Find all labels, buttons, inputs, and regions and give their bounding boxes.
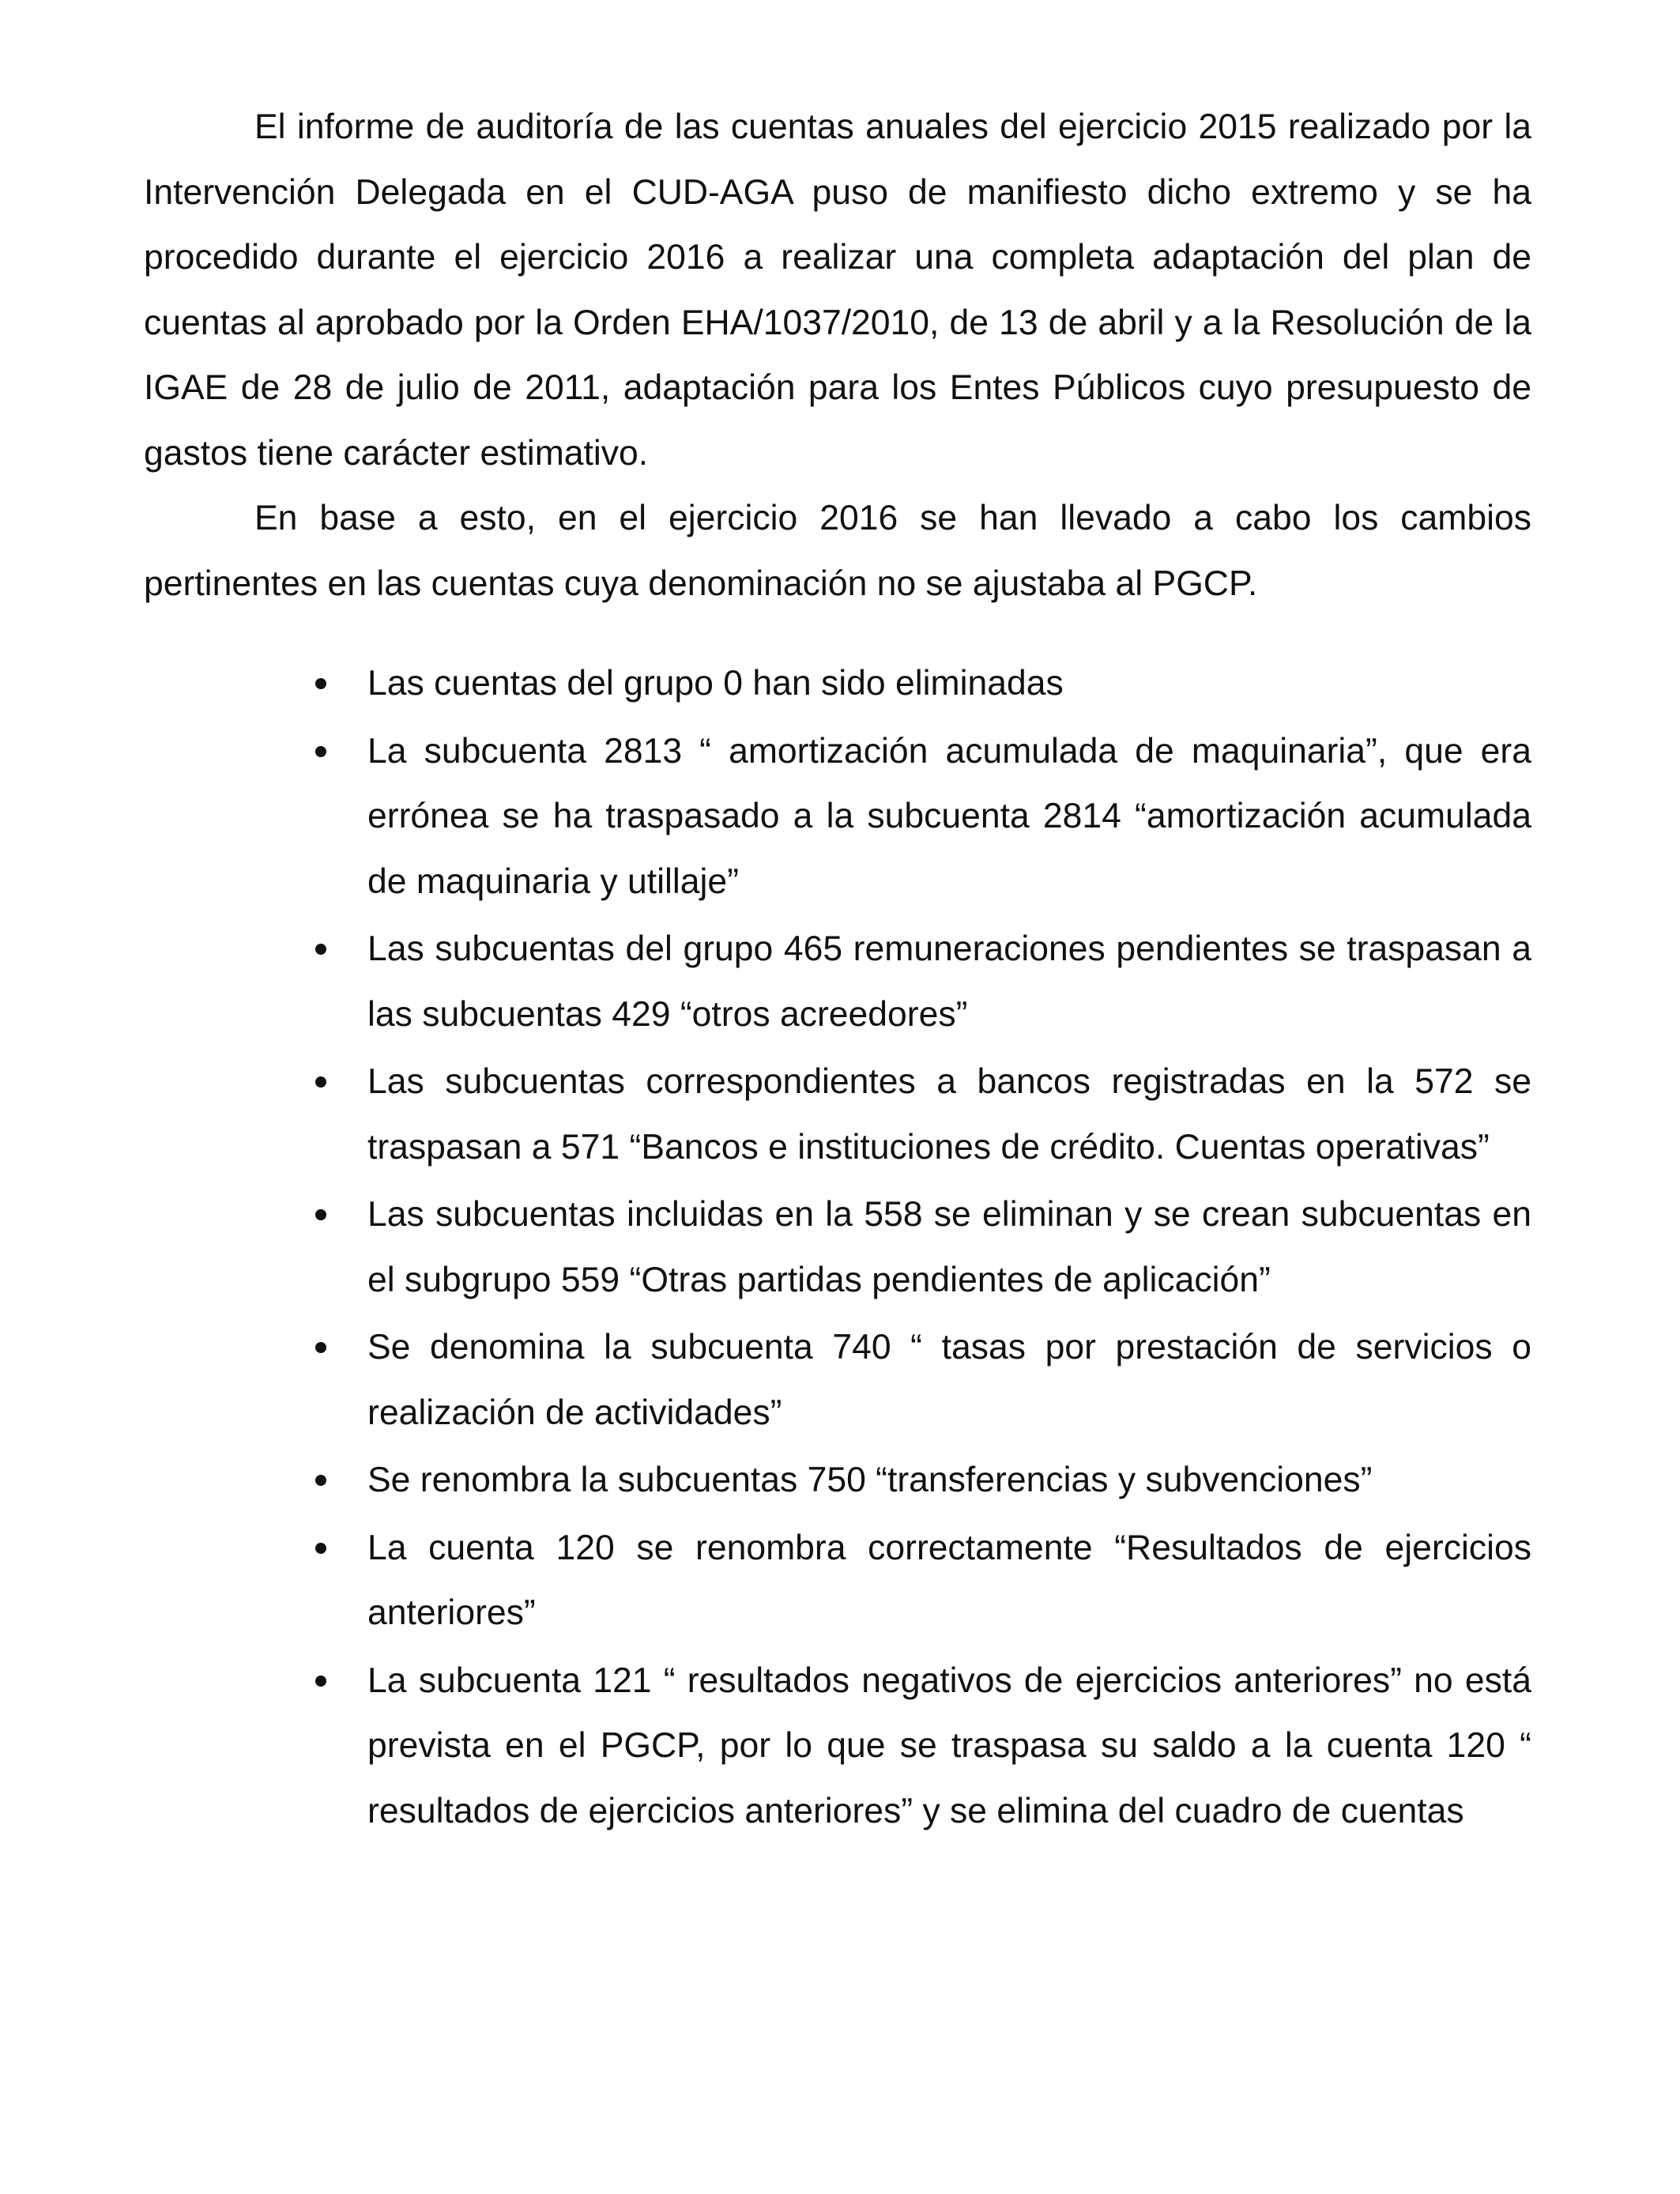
bullet-icon xyxy=(315,1076,326,1088)
document-page xyxy=(144,95,1531,1846)
list-item-text: Se denomina la subcuenta 740 “ tasas por prestación de servicios o realización de actividades” xyxy=(367,1328,1531,1432)
bullet-icon xyxy=(315,1209,326,1220)
list-item-text: La subcuenta 2813 “ amortización acumulada de maquinaria”, que era errónea se ha traspasado a la subcuenta 2814 “amortización acumulada de maquinaria y utillaje” xyxy=(367,731,1531,901)
list-item-text: Las subcuentas correspondientes a bancos registradas en la 572 se traspasan a 571 “Bancos e instituciones de crédito. Cuentas operativas” xyxy=(367,1062,1531,1167)
list-item xyxy=(144,1516,1531,1646)
list-item-text: Las subcuentas del grupo 465 remuneraciones pendientes se traspasan a las subcuentas 429 “otros acreedores” xyxy=(367,929,1531,1034)
list-item-text: La subcuenta 121 “ resultados negativos de ejercicios anteriores” no está prevista en el PGCP, por lo que se traspasa su saldo a la cuenta 120 “ resultados de ejercicios anteriores” y se elimina del cuadro de cuentas xyxy=(367,1661,1531,1830)
bullet-icon xyxy=(315,678,326,689)
bullet-icon xyxy=(315,1475,326,1486)
list-item xyxy=(144,1448,1531,1514)
paragraph-audit-report: El informe de auditoría de las cuentas anuales del ejercicio 2015 realizado por la Intervención Delegada en el CUD-AGA puso de manifiesto dicho extremo y se ha procedido durante el ejercicio 2016 a realizar una completa adaptación del plan de cuentas al aprobado por la Orden EHA/1037/2010, de 13 de abril y a la Resolución de la IGAE de 28 de julio de 2011, adaptación para los Entes Públicos cuyo presupuesto de gastos tiene carácter estimativo. xyxy=(144,107,1531,473)
list-item-text: Las cuentas del grupo 0 han sido eliminadas xyxy=(367,664,1064,703)
changes-list xyxy=(144,651,1531,1844)
list-item-text: Se renombra la subcuentas 750 “transferencias y subvenciones” xyxy=(367,1461,1373,1499)
list-item xyxy=(144,917,1531,1047)
bullet-icon xyxy=(315,746,326,757)
paragraph-changes-intro: En base a esto, en el ejercicio 2016 se han llevado a cabo los cambios pertinentes en las cuentas cuya denominación no se ajustaba al PGCP. xyxy=(144,499,1531,603)
bullet-icon xyxy=(315,1342,326,1353)
list-item xyxy=(144,719,1531,915)
bullet-icon xyxy=(315,1676,326,1687)
list-item xyxy=(144,1315,1531,1446)
list-item xyxy=(144,1649,1531,1845)
list-item xyxy=(144,1050,1531,1180)
list-item xyxy=(144,651,1531,717)
bullet-icon xyxy=(315,1543,326,1554)
bullet-icon xyxy=(315,944,326,955)
list-item-text: La cuenta 120 se renombra correctamente “Resultados de ejercicios anteriores” xyxy=(367,1528,1531,1632)
list-item-text: Las subcuentas incluidas en la 558 se eliminan y se crean subcuentas en el subgrupo 559 “Otras partidas pendientes de aplicación” xyxy=(367,1195,1531,1299)
list-item xyxy=(144,1182,1531,1313)
